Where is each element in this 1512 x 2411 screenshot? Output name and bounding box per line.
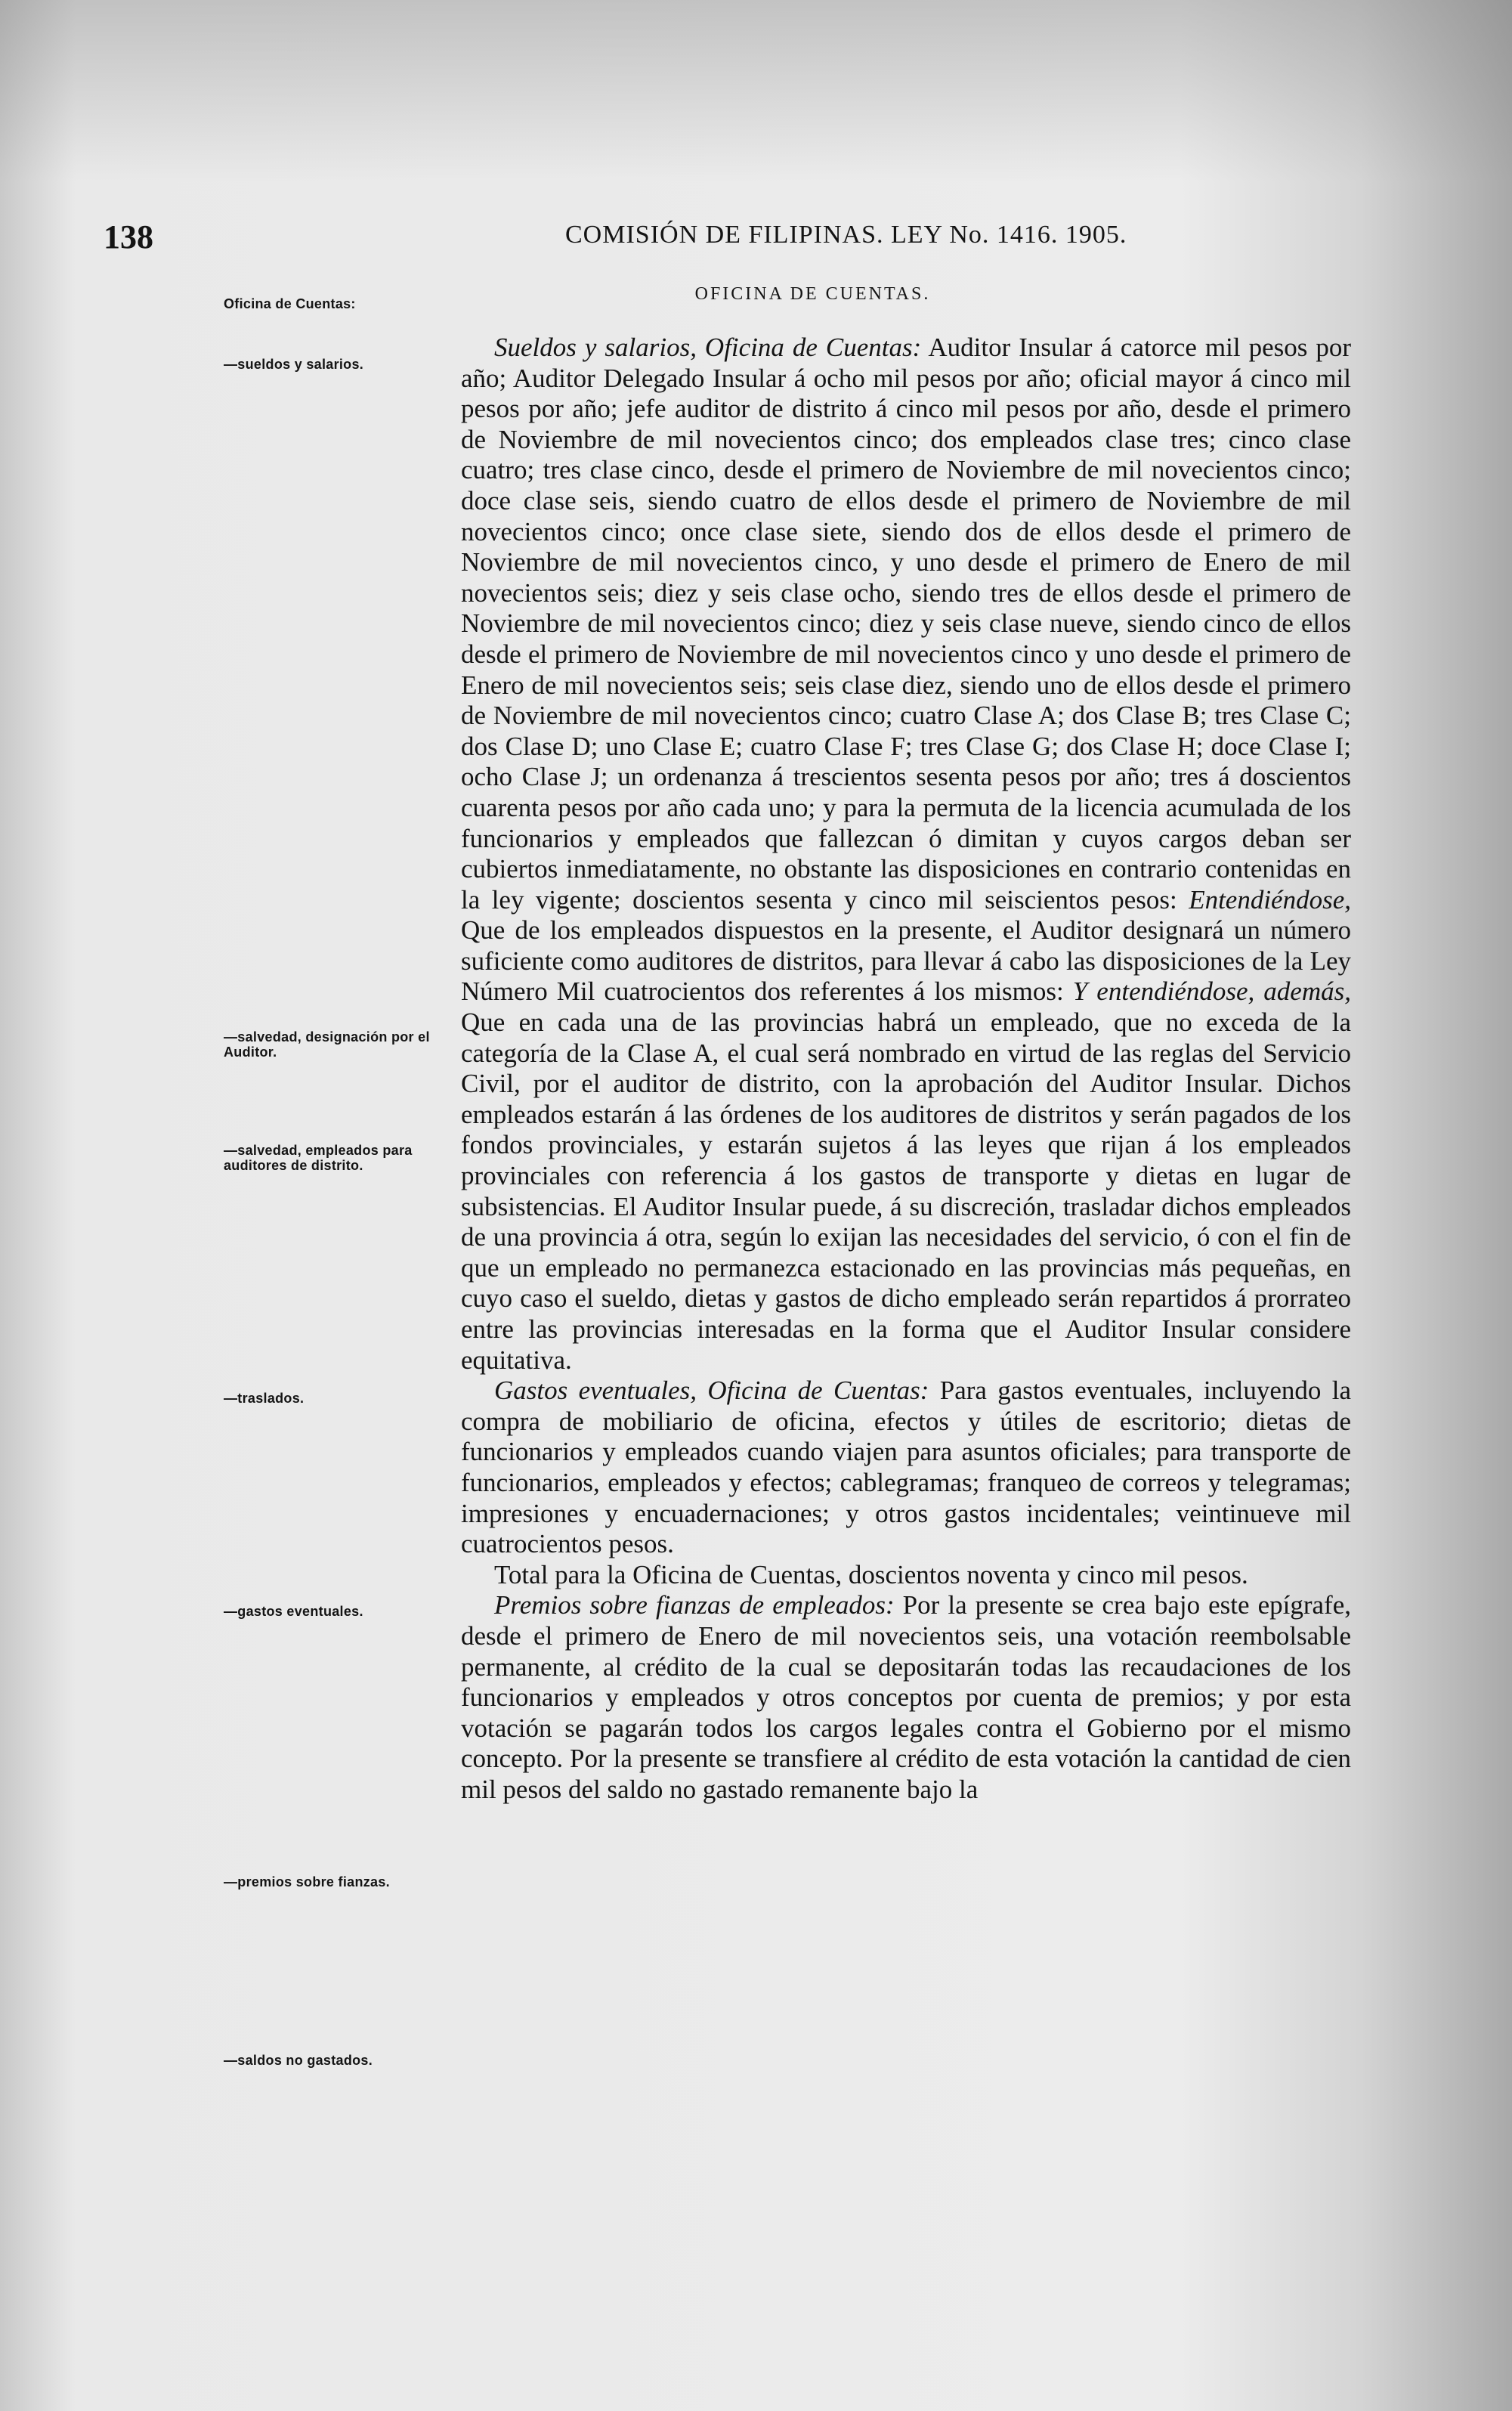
paragraph-sueldos xyxy=(461,333,1351,1376)
paragraph-text: Por la presente se crea bajo este epígrafe, desde el primero de Enero de mil novecientos seis, una votación reembolsable permanente, al crédito de la cual se depositarán todas las recaudaciones de los funcionarios y empleados y otros conceptos por cuenta de premios; y por esta votación se pagarán todos los cargos legales contra el Gobierno por el mismo concepto. Por la presente se transfiere al crédito de esta votación la cantidad de cien mil pesos del saldo no gastado remanente bajo la xyxy=(461,1590,1352,1804)
running-head: COMISIÓN DE FILIPINAS. LEY No. 1416. 1905. xyxy=(565,221,1127,249)
margin-note-premios: —premios sobre fianzas. xyxy=(224,1874,390,1889)
paragraph-lead: Gastos eventuales, Oficina de Cuentas: xyxy=(494,1376,929,1406)
paragraph-text: Que en cada una de las provincias habrá un empleado, que no exceda de la categoría de la Clase A, el cual será nombrado en virtud de las reglas del Servicio Civil, por el auditor de distrito, con la aprobación del Auditor Insular. Dichos empleados estarán á las órdenes de los auditores de distritos y serán pagados de los fondos provinciales, y estarán sujetos á las leyes que rijan á los empleados provinciales con referencia á los gastos de transporte y dietas en lugar de subsistencias. El Auditor Insular puede, á su discreción, trasladar dichos empleados de una provincia á otra, según lo exijan las necesidades del servicio, ó con el fin de que un empleado no permanezca estacionado en las provincias más pequeñas, en cuyo caso el sueldo, dietas y gastos de dicho empleado serán repartidos á prorrateo entre las provincias interesadas en la forma que el Auditor Insular considere equitativa. xyxy=(461,1007,1351,1375)
section-title: OFICINA DE CUENTAS. xyxy=(694,284,931,304)
margin-note-oficina: Oficina de Cuentas: xyxy=(224,296,356,311)
margin-note-salvedad-designacion: —salvedad, designación por el Auditor. xyxy=(224,1029,430,1060)
margin-note-salvedad-empleados: —salvedad, empleados para auditores de distrito. xyxy=(224,1143,413,1173)
proviso-italic: Entendiéndose, xyxy=(1189,884,1351,915)
paragraph-text: Que de los empleados dispuestos en la presente, el Auditor designará un número suficiente como auditores de distritos, para llevar á cabo las disposiciones de la Ley Número Mil cuatrocientos dos referentes á los mismos: xyxy=(461,915,1351,1007)
margin-note-sueldos: —sueldos y salarios. xyxy=(224,357,364,372)
page-header xyxy=(0,218,1512,263)
paragraph-lead: Sueldos y salarios, Oficina de Cuentas: xyxy=(494,333,922,362)
paragraph-total: Total para la Oficina de Cuentas, doscientos noventa y cinco mil pesos. xyxy=(494,1559,1248,1589)
margin-note-saldos: —saldos no gastados. xyxy=(224,2053,373,2068)
page-number: 138 xyxy=(104,218,153,255)
paragraph-premios xyxy=(461,1590,1351,1805)
paragraph-text: Para gastos eventuales, incluyendo la compra de mobiliario de oficina, efectos y útiles de escritorio; dietas de funcionarios y empleados cuando viajen para asuntos oficiales; para transporte de funcionarios, empleados y efectos; cablegramas; franqueo de correos y telegramas; impresiones y encuadernaciones; y otros gastos incidentales; veintinueve mil cuatrocientos pesos. xyxy=(461,1376,1351,1559)
margin-note-gastos: —gastos eventuales. xyxy=(224,1604,363,1619)
body-text xyxy=(461,333,1351,1806)
paragraph-lead: Premios sobre fianzas de empleados: xyxy=(494,1590,895,1620)
paragraph-text: Auditor Insular á catorce mil pesos por año; Auditor Delegado Insular á ocho mil pesos por año; oficial mayor á cinco mil pesos por año; jefe auditor de distrito á cinco mil pesos por año, desde el primero de Noviembre de mil novecientos cinco; dos empleados clase tres; cinco clase cuatro; tres clase cinco, desde el primero de Noviembre de mil novecientos cinco; doce clase seis, siendo cuatro de ellos desde el primero de Noviembre de mil novecientos cinco; once clase siete, siendo dos de ellos desde el primero de Noviembre de mil novecientos cinco, y uno desde el primero de Enero de mil novecientos seis; diez y seis clase ocho, siendo tres de ellos desde el primero de Noviembre de mil novecientos cinco; diez y seis clase nueve, siendo cinco de ellos desde el primero de Noviembre de mil novecientos cinco y uno desde el primero de Enero de mil novecientos seis; seis clase diez, siendo uno de ellos desde el primero de Noviembre de mil novecientos cinco; cuatro Clase A; dos Clase B; tres Clase C; dos Clase D; uno Clase E; cuatro Clase F; tres Clase G; dos Clase H; doce Clase I; ocho Clase J; un ordenanza á trescientos sesenta pesos por año; tres á doscientos cuarenta pesos por año cada uno; y para la permuta de la licencia acumulada de los funcionarios y empleados que fallezcan ó dimitan y cuyos cargos deban ser cubiertos inmediatamente, no obstante las disposiciones en contrario contenidas en la ley vigente; doscientos sesenta y cinco mil seiscientos pesos: xyxy=(461,333,1352,915)
margin-note-traslados: —traslados. xyxy=(224,1391,305,1406)
proviso-italic: Y entendiéndose, además, xyxy=(1072,976,1351,1007)
paragraph-gastos xyxy=(461,1376,1351,1560)
